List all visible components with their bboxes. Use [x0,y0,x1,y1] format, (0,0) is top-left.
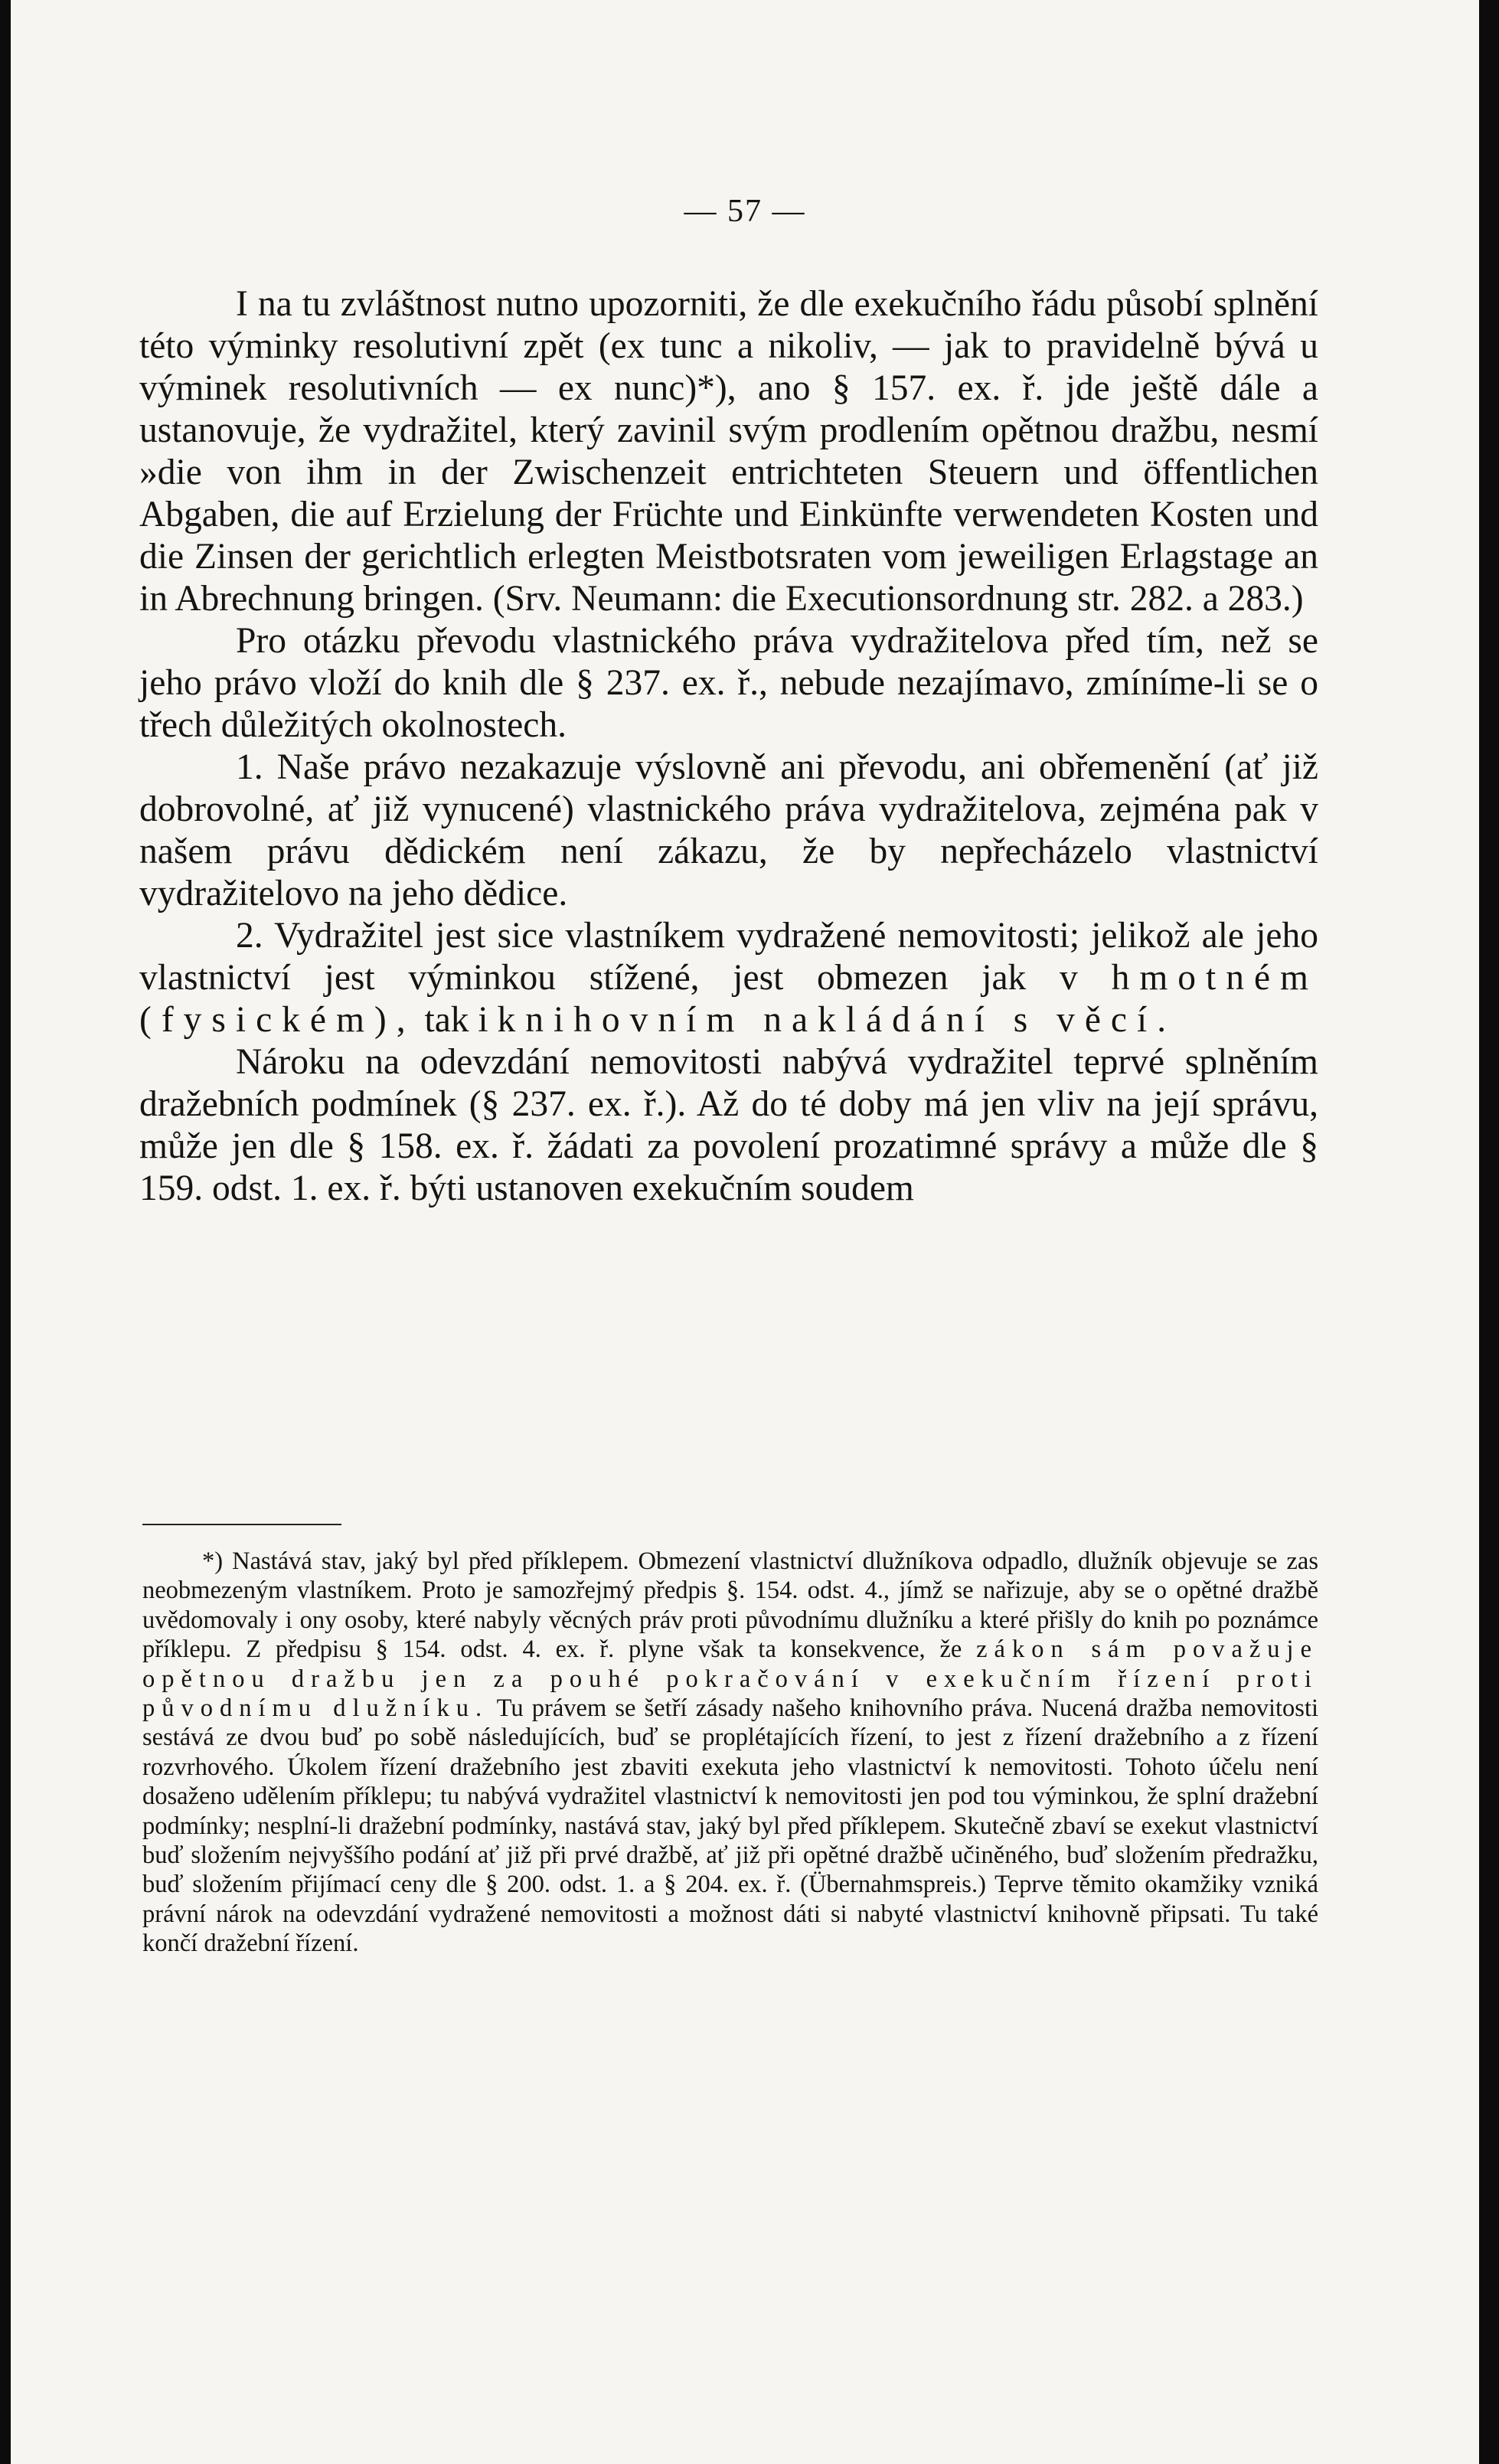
footnote-emphasis-spaced: zákon sám považuje opětnou dražbu jen za pouhé pokračování v exekučním řízení proti původnímu dlužníku. [142,1636,1318,1723]
paragraph-1: I na tu zvláštnost nutno upozorniti, že dle exekučního řádu působí splnění této výminky resolutivní zpět (ex tunc a nikoliv, — jak to pravidelně bývá u výminek resolutivních — ex nunc)*), ano § 157. ex. ř. jde ještě dále a ustanovuje, že vydražitel, který zavinil svým prodlením opětnou dražbu, nesmí »die von ihm in der Zwischenzeit entrichteten Steuern und öffentlichen Abgaben, die auf Erzielung der Früchte und Einkünfte verwendeten Kosten und die Zinsen der gerichtlich erlegten Meistbotsraten vom jeweiligen Erlagstage an in Abrechnung bringen. (Srv. Neumann: die Executionsordnung str. 282. a 283.) [139,284,1318,619]
main-text [139,283,1318,1210]
paragraph-3: 1. Naše právo nezakazuje výslovně ani převodu, ani obřemenění (ať již dobrovolné, ať již vynucené) vlastnického práva vydražitelova, zejména pak v našem právu dědickém není zákazu, že by nepřecházelo vlastnictví vydražitelovo na jeho dědice. [139,747,1318,913]
paragraph-5: Nároku na odevzdání nemovitosti nabývá vydražitel teprvé splněním dražebních podmínek (§ 237. ex. ř.). Až do té doby má jen vliv na její správu, může jen dle § 158. ex. ř. žádati za povolení prozatimné správy a může dle § 159. odst. 1. ex. ř. býti ustanoven exekučním soudem [139,1042,1318,1208]
paragraph-4 [139,915,1318,1041]
paragraph-4-text-a: 2. Vydražitel jest sice vlastníkem vydražené nemovitosti; jelikož ale jeho vlastnictví jest výminkou stížené, jest obmezen jak v [139,916,1318,998]
emphasis-spaced-2: knihovním nakládání s věcí. [497,1000,1177,1040]
page-number: — 57 — [684,194,806,229]
book-page [11,0,1479,2464]
paragraph-2: Pro otázku převodu vlastnického práva vydražitelova před tím, než se jeho právo vloží do knih dle § 237. ex. ř., nebude nezajímavo, zmíníme-li se o třech důležitých okolnostech. [139,621,1318,745]
emphasis-spaced-1: hmotném (fysickém), [139,958,1318,1040]
footnote-text-a: *) Nastává stav, jaký byl před příklepem. Obmezení vlastnictví dlužníkova odpadlo, dlužník objevuje se zas neobmezeným vlastníkem. Proto je samozřejmý předpis §. 154. odst. 4., jímž se nařizuje, aby se o opětné dražbě uvědomovaly i ony osoby, které nabyly věcných práv proti původnímu dlužníku a které přišly do knih po poznámce příklepu. Z předpisu § 154. odst. 4. ex. ř. plyne však ta konsekvence, že [142,1547,1318,1664]
footnote-divider [142,1524,341,1525]
footnote [142,1547,1318,1959]
footnote-paragraph [142,1547,1318,1959]
paragraph-4-text-b: tak i [424,1000,488,1040]
footnote-text-b: Tu právem se šetří zásady našeho knihovního práva. Nucená dražba nemovitosti sestává ze dvou buď po sobě následujících, buď se proplétajících řízení, to jest z řízení dražebního a z řízení rozvrhového. Úkolem řízení dražebního jest zbaviti exekuta jeho vlastnictví k nemovitosti. Tohoto účelu není dosaženo udělením příklepu; tu nabývá vydražitel vlastnictví k nemovitosti jen pod tou výminkou, že splní dražební podmínky; nesplní-li dražební podmínky, nastává stav, jaký byl před příklepem. Skutečně zbaví se exekut vlastnictví buď složením nejvyššího podání ať již při prvé dražbě, ať již při opětné dražbě učiněného, buď složením předražku, buď složením přijímací ceny dle § 200. odst. 1. a § 204. ex. ř. (Übernahmspreis.) Teprve těmito okamžiky vzniká právní nárok na odevzdání vydražené nemovitosti a možnost dáti si nabyté vlastnictví knihovně připsati. Tu také končí dražební řízení. [142,1694,1318,1958]
